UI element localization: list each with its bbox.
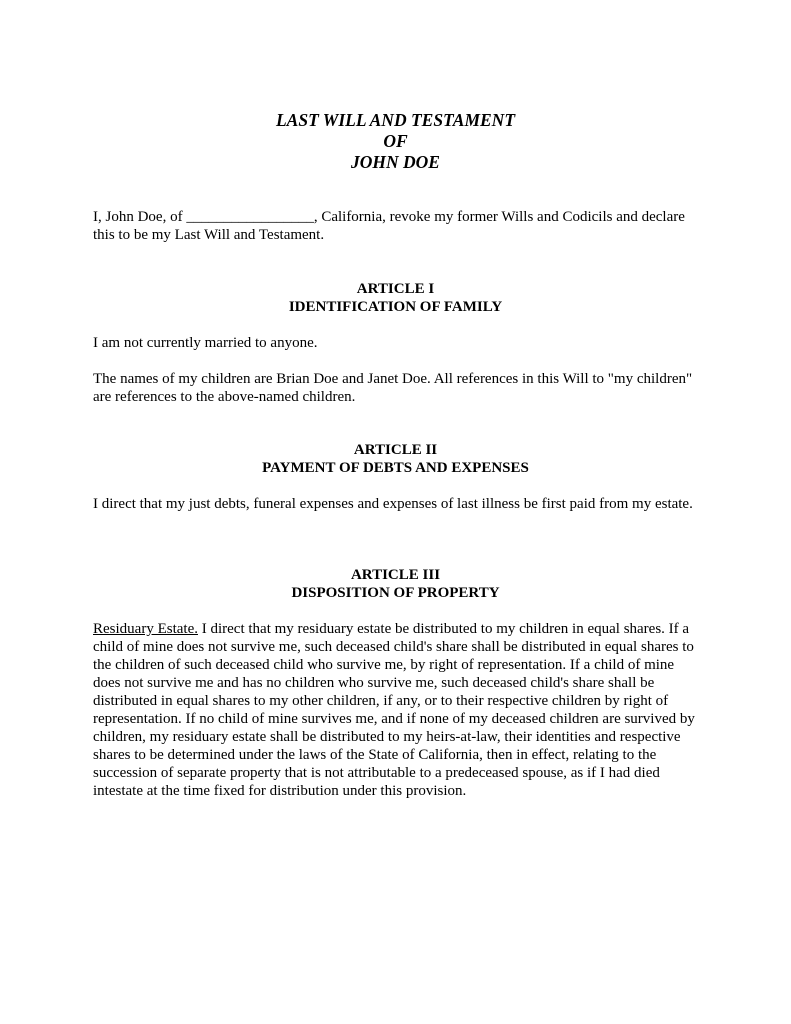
article-2-number: ARTICLE II: [353, 442, 438, 458]
article-1-paragraph-1: I am not currently married to anyone.: [93, 335, 318, 351]
article-3-heading: [93, 566, 698, 602]
title-line-1: LAST WILL AND TESTAMENT: [275, 110, 516, 130]
title-line-2: OF: [383, 131, 408, 151]
article-1-number: ARTICLE I: [356, 281, 435, 297]
article-3-title: DISPOSITION OF PROPERTY: [291, 585, 500, 601]
residuary-estate-text: I direct that my residuary estate be distributed to my children in equal shares. If a child of mine does not survive me, such deceased child's share shall be distributed in equal shares to the children of such deceased child who survive me, by right of representation. If a child of mine does not survive me and has no children who survive me, such deceased child's share shall be distributed in equal shares to my other children, if any, or to their respective children by right of representation. If no child of mine survives me, and if none of my deceased children are survived by children, my residuary estate shall be distributed to my heirs-at-law, their identities and respective shares to be determined under the laws of the State of California, then in effect, relating to the succession of separate property that is not attributable to a predeceased spouse, as if I had died intestate at the time fixed for distribution under this provision.: [93, 621, 695, 799]
article-1-paragraph-2: The names of my children are Brian Doe and Janet Doe. All references in this Will to "my children" are references to the above-named children.: [93, 371, 693, 405]
title-line-3: JOHN DOE: [351, 152, 440, 172]
intro-paragraph: I, John Doe, of _________________, California, revoke my former Wills and Codicils and declare this to be my Last Will and Testament.: [93, 209, 685, 243]
document-title: [93, 110, 698, 173]
article-1-heading: [93, 280, 698, 316]
residuary-estate-label: Residuary Estate.: [93, 621, 198, 637]
article-2-paragraph-1: I direct that my just debts, funeral expenses and expenses of last illness be first paid from my estate.: [93, 496, 693, 512]
article-1-title: IDENTIFICATION OF FAMILY: [288, 299, 503, 315]
article-3-number: ARTICLE III: [350, 567, 441, 583]
article-3-residuary-paragraph: [93, 620, 698, 800]
article-2-heading: [93, 441, 698, 477]
article-2-title: PAYMENT OF DEBTS AND EXPENSES: [262, 460, 529, 476]
